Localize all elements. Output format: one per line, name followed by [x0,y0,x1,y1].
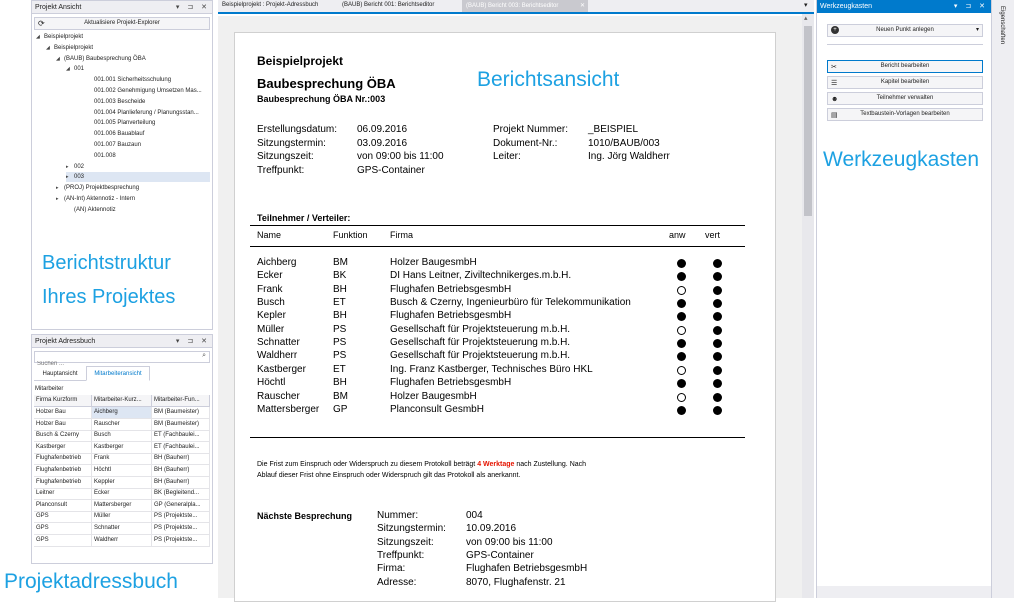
callout-berichtsansicht: Berichtsansicht [477,68,620,91]
meta-value: 1010/BAUB/003 [588,137,660,149]
participant-name: Rauscher [257,390,300,402]
doc-subtitle: Baubesprechung ÖBA Nr.:003 [257,94,386,104]
participant-function: BM [333,390,348,402]
distribution-dot [713,366,722,375]
table-cell[interactable]: Keppler [92,477,152,489]
edit-chapter-label: Kapitel bearbeiten [880,79,930,85]
distribution-dot [713,299,722,308]
toolbox-title: Werkzeugkasten [820,3,873,10]
table-cell[interactable]: Schnatter [92,523,152,535]
edit-chapter-button[interactable] [827,76,983,89]
toolbox-panel [816,0,990,598]
panel-controls-icon[interactable]: ▾ ⊐ ✕ [953,3,988,10]
meta-value: von 09:00 bis 11:00 [357,151,444,162]
expand-arrow-icon[interactable]: ▸ [66,174,69,181]
tree-item[interactable] [56,54,146,64]
tree-item-label: 001.003 Bescheide [94,98,146,105]
tab-bericht-003-label: (BAUB) Bericht 003: Berichtseditor [466,3,559,9]
tree-item[interactable] [56,194,135,204]
participants-column-header: Name [257,230,282,240]
notice-line-2: Ablauf dieser Frist ohne Einspruch oder Widerspruch gilt das Protokoll als anerkannt. [257,472,521,479]
meta-value: _BEISPIEL [588,124,639,135]
participant-name: Höchtl [257,377,286,389]
participant-firm: Flughafen BetriebsgesmbH [390,377,512,389]
table-cell[interactable]: Waldherr [92,535,152,547]
attendance-dot [677,393,686,402]
tree-item[interactable] [36,32,83,42]
table-cell[interactable]: Busch [92,430,152,442]
table-cell[interactable]: BK (Begleitend... [152,488,210,500]
meta-label: Projekt Nummer: [493,124,569,135]
callout-adressbuch: Projektadressbuch [4,570,178,593]
column-header[interactable]: Firma Kurzform [34,395,92,407]
attendance-dot [677,366,686,375]
attendance-dot [677,326,686,335]
table-cell[interactable]: Kastberger [34,442,92,454]
toolbox-separator [827,44,983,45]
tab-mitarbeiteransicht[interactable] [86,366,150,381]
chevron-down-icon[interactable]: ▾ [975,27,979,33]
participant-firm: Gesellschaft für Projektsteuerung m.b.H. [390,323,571,335]
address-book-panel [31,334,213,564]
panel-controls-icon[interactable]: ▾ ⊐ ✕ [175,338,210,345]
tree-item-label: 001.006 Bauablauf [94,131,145,138]
participant-firm: Gesellschaft für Projektsteuerung m.b.H. [390,350,571,362]
tab-dropdown-icon[interactable]: ▾ [804,2,808,9]
scroll-up-icon[interactable]: ▴ [804,15,808,22]
participant-name: Frank [257,283,283,295]
table-cell[interactable]: BM (Baumeister) [152,407,210,419]
participant-function: BM [333,257,348,268]
tree-item-label: (AN-Int) Aktennotiz - Intern [64,196,136,202]
meta-label: Treffpunkt: [257,164,305,176]
expand-arrow-icon[interactable]: ◢ [56,55,60,62]
participants-rule-bottom [250,437,745,438]
refresh-icon: ⟳ [38,19,45,28]
tab-mitarbeiteransicht-label: Mitarbeiteransicht [94,371,142,377]
participant-firm: Flughafen BetriebsgesmbH [390,283,512,295]
expand-arrow-icon[interactable]: ▸ [56,185,59,192]
table-cell[interactable]: BM (Baumeister) [152,419,210,431]
participant-function: BH [333,377,347,389]
table-cell[interactable]: Ecker [92,488,152,500]
participant-function: BH [333,283,347,295]
participant-name: Aichberg [257,257,297,268]
group-label: Mitarbeiter [35,386,64,392]
tab-bericht-001-label: (BAUB) Bericht 001: Berichtseditor [342,2,435,8]
notice-line-1 [257,461,586,468]
tab-hauptansicht-label: Hauptansicht [42,371,78,377]
participants-column-header: vert [705,230,721,240]
table-cell[interactable]: BH (Bauherr) [152,477,210,489]
tree-item[interactable] [66,162,84,172]
tree-item[interactable] [56,183,139,193]
table-cell[interactable]: Holzer Bau [34,407,92,419]
participant-firm: Busch & Czerny, Ingenieurbüro für Telekommunikation [390,297,631,309]
participant-name: Schnatter [257,337,300,349]
participant-function: ET [333,297,346,309]
tree-item-label: (BAUB) Baubesprechung ÖBA [64,55,146,62]
participant-name: Busch [257,297,285,309]
next-meeting-value: Flughafen BetriebsgesmbH [466,563,588,575]
tree-item-label: 001.007 Bauzaun [94,142,142,148]
expand-arrow-icon[interactable]: ◢ [36,34,40,40]
tree-item-label: 001 [74,66,85,73]
distribution-dot [713,406,722,415]
meta-value: GPS-Container [357,164,425,176]
meta-value: 06.09.2016 [357,124,408,135]
meta-label: Sitzungszeit: [257,151,314,162]
next-heading: Nächste Besprechung [257,511,353,521]
table-cell[interactable]: Höchtl [92,465,152,477]
distribution-dot [713,393,722,402]
tree-item-label: (PROJ) Projektbesprechung [64,185,140,192]
search-icon[interactable]: ⌕ [202,352,206,359]
table-cell[interactable]: GPS [34,535,92,547]
project-view-panel [31,0,213,330]
next-meeting-label: Sitzungszeit: [377,536,434,548]
address-book-header [32,335,212,348]
attendance-dot [677,406,686,415]
participant-firm: Holzer BaugesmbH [390,390,477,402]
tab-bericht-003[interactable] [462,0,588,12]
tab-strip [218,0,814,14]
participants-column-header: Funktion [333,230,368,240]
expand-arrow-icon[interactable]: ◢ [46,44,50,51]
tree-item[interactable] [86,75,171,85]
tree-item[interactable] [66,205,116,215]
table-cell[interactable]: Mattersberger [92,500,152,512]
tree-item-label: 001.001 Sicherheitsschulung [94,77,172,84]
tree-item-label: 001.005 Planverteilung [94,120,156,127]
distribution-dot [713,286,722,295]
participant-firm: Holzer BaugesmbH [390,257,477,268]
participants-column-header: anw [669,230,686,240]
participant-function: ET [333,363,346,375]
tree-item[interactable] [66,172,210,182]
scroll-thumb[interactable] [804,26,812,216]
callout-struktur-1: Berichtstruktur [42,252,171,274]
attendance-dot [677,259,686,268]
next-meeting-value: von 09:00 bis 11:00 [466,536,553,548]
participant-function: BH [333,310,347,322]
participant-firm: Gesellschaft für Projektsteuerung m.b.H. [390,337,571,349]
callout-struktur-2: Ihres Projektes [42,286,176,308]
table-cell[interactable]: Holzer Bau [34,419,92,431]
table-cell[interactable]: Leitner [34,488,92,500]
doc-project: Beispielprojekt [257,54,344,68]
tree-item-label: Beispielprojekt [54,44,94,51]
table-cell[interactable]: GP (Generalpla... [152,500,210,512]
attendance-dot [677,286,686,295]
table-cell[interactable]: Kastberger [92,442,152,454]
tree-item-label: 001.008 [94,152,116,159]
participant-firm: Ing. Franz Kastberger, Technisches Büro HKL [390,363,593,375]
table-cell[interactable]: Planconsult [34,500,92,512]
table-cell[interactable]: PS (Projektste... [152,535,210,547]
tree-item-label: 001.004 Planlieferung / Planungsstan... [94,109,199,116]
tab-adressbuch[interactable] [222,2,318,8]
column-header[interactable]: Mitarbeiter-Fun... [152,395,210,407]
table-cell[interactable]: Frank [92,453,152,465]
column-header[interactable]: Mitarbeiter-Kurz... [92,395,152,407]
new-point-button[interactable] [827,24,983,37]
participant-name: Waldherr [257,350,298,362]
table-cell[interactable]: Busch & Czerny [34,430,92,442]
next-meeting-value: 10.09.2016 [466,523,517,535]
participants-heading: Teilnehmer / Verteiler: [257,213,351,223]
manage-participants-label: Teilnehmer verwalten [876,95,934,101]
participant-name: Mattersberger [257,403,320,415]
table-cell[interactable]: Müller [92,511,152,523]
notice-highlight: 4 Werktage [477,461,515,468]
text-templates-label: Textbaustein-Vorlagen bearbeiten [860,111,950,117]
doc-title: Baubesprechung ÖBA [257,76,396,91]
table-cell[interactable]: BH (Bauherr) [152,453,210,465]
address-book-title: Projekt Adressbuch [35,338,96,345]
next-meeting-label: Nummer: [377,510,419,521]
chapter-icon: ☰ [831,80,838,87]
table-cell[interactable]: Flughafenbetrieb [34,453,92,465]
participant-firm: Planconsult GesmbH [390,403,484,415]
meta-value: 03.09.2016 [357,137,408,149]
participants-column-header: Firma [390,230,413,240]
tree-item[interactable] [46,43,93,53]
panel-controls-icon[interactable]: ▾ ⊐ ✕ [175,4,210,11]
tree-item-label: (AN) Aktennotiz [74,206,116,213]
expand-arrow-icon[interactable]: ▸ [56,196,59,202]
distribution-dot [713,326,722,335]
notice-pre: Die Frist zum Einspruch oder Widerspruch zu diesem Protokoll beträgt [257,461,478,468]
participant-function: GP [333,403,348,415]
participant-firm: DI Hans Leitner, Ziviltechnikerges.m.b.H. [390,270,572,282]
tools-icon: ✂ [831,64,837,71]
meta-label: Erstellungsdatum: [257,124,338,135]
participants-rule-top [250,225,745,226]
tree-item[interactable] [66,64,84,74]
meta-label: Dokument-Nr.: [493,137,558,149]
tree-item-label: Beispielprojekt [44,34,84,40]
toolbox-bottom-bar [817,586,991,598]
table-cell[interactable]: ET (Fachbaulei... [152,430,210,442]
meta-label: Leiter: [493,151,521,162]
next-meeting-value: 8070, Flughafenstr. 21 [466,576,566,588]
participant-function: PS [333,337,347,349]
tree-item-label: 003 [74,174,85,181]
participant-name: Kepler [257,310,286,322]
project-view-header [32,1,212,14]
table-cell[interactable]: BH (Bauherr) [152,465,210,477]
plus-icon: + [831,26,839,34]
table-cell[interactable]: ET (Fachbaulei... [152,442,210,454]
refresh-label: Aktualisiere Projekt-Explorer [84,20,160,26]
next-meeting-label: Sitzungstermin: [377,523,446,535]
users-icon: ☻ [831,96,839,103]
table-cell[interactable]: Rauscher [92,419,152,431]
properties-label: Eigenschaften [999,6,1005,45]
participant-firm: Flughafen BetriebsgesmbH [390,310,512,322]
text-templates-button[interactable] [827,108,983,121]
table-cell[interactable]: GPS [34,511,92,523]
refresh-button[interactable] [34,17,210,30]
participant-function: BK [333,270,347,282]
edit-report-label: Bericht bearbeiten [880,63,930,69]
tree-item[interactable] [86,140,141,150]
distribution-dot [713,259,722,268]
expand-arrow-icon[interactable]: ◢ [66,66,70,73]
tree-item[interactable] [86,151,116,161]
next-meeting-value: 004 [466,510,483,521]
table-cell[interactable]: GPS [34,523,92,535]
tree-item-label: 002 [74,163,85,170]
table-cell[interactable]: Flughafenbetrieb [34,477,92,489]
notice-post: nach Zustellung. Nach [514,461,587,468]
vertical-scrollbar[interactable] [802,14,814,598]
participants-rule-header [250,246,745,247]
tree-item[interactable] [86,129,144,139]
close-icon[interactable]: ✕ [579,3,585,9]
new-point-label: Neuen Punkt anlegen [876,27,934,33]
tab-hauptansicht[interactable] [34,367,86,381]
participant-name: Müller [257,323,285,335]
participant-name: Ecker [257,270,283,282]
tree-item[interactable] [86,97,145,107]
properties-side-tab[interactable] [991,0,1014,598]
toolbox-header [817,0,991,13]
meta-value: Ing. Jörg Waldherr [588,151,670,162]
next-meeting-label: Adresse: [377,576,417,588]
attendance-dot [677,299,686,308]
next-meeting-label: Treffpunkt: [377,549,425,561]
edit-report-button[interactable] [827,60,983,73]
tree-item[interactable] [86,108,199,118]
tree-item-label: 001.002 Genehmigung Umsetzen Mas... [94,88,202,94]
table-cell[interactable]: PS (Projektste... [152,511,210,523]
tree-item[interactable] [86,86,202,96]
tree-item[interactable] [86,118,155,128]
participant-function: PS [333,350,347,362]
expand-arrow-icon[interactable]: ▸ [66,163,69,170]
tab-adressbuch-label: Beispielprojekt : Projekt-Adressbuch [222,2,319,8]
callout-werkzeugkasten: Werkzeugkasten [823,148,980,171]
participant-name: Kastberger [257,363,306,375]
tab-bericht-001[interactable] [342,2,434,8]
table-cell[interactable]: PS (Projektste... [152,523,210,535]
table-cell[interactable]: Aichberg [92,407,152,419]
project-view-title: Projekt Ansicht [35,4,82,11]
table-cell[interactable]: Flughafenbetrieb [34,465,92,477]
meta-label: Sitzungstermin: [257,137,326,149]
next-meeting-value: GPS-Container [466,549,534,561]
manage-participants-button[interactable] [827,92,983,105]
search-box[interactable] [34,351,210,363]
participant-function: PS [333,323,347,335]
template-icon: ▤ [831,112,838,119]
next-meeting-label: Firma: [377,563,406,575]
